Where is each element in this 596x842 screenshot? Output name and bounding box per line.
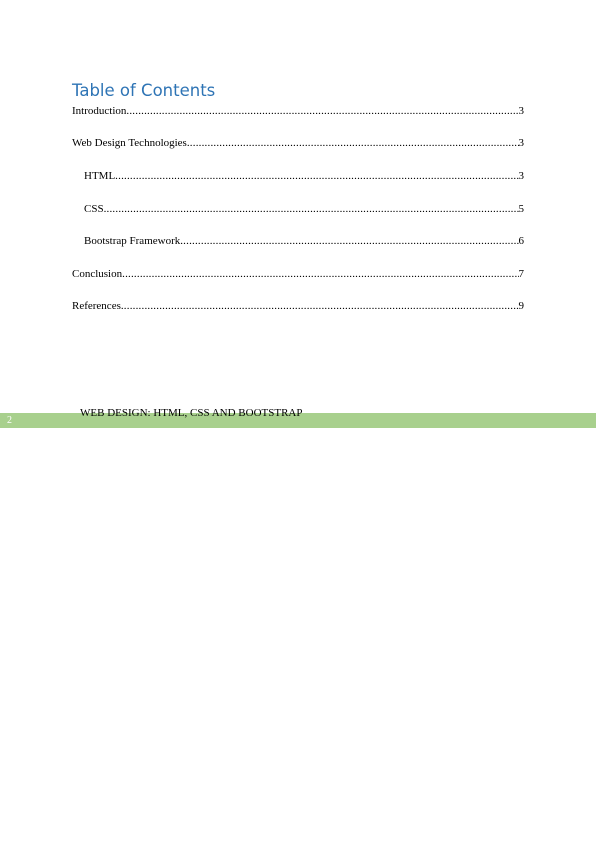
toc-entry-label: Conclusion — [72, 268, 123, 280]
toc-entry-bootstrap-framework[interactable] — [84, 235, 524, 248]
running-title: WEB DESIGN: HTML, CSS AND BOOTSTRAP — [80, 407, 303, 419]
toc-page-number: 3 — [518, 170, 524, 182]
toc-dot-leader — [187, 137, 519, 150]
toc-dot-leader — [115, 170, 518, 183]
toc-page-number: 6 — [518, 235, 524, 247]
toc-page-number: 7 — [518, 268, 524, 280]
toc-entry-introduction[interactable] — [72, 105, 524, 118]
toc-entry-label: CSS — [84, 203, 104, 215]
toc-entry-web-design-technologies[interactable] — [72, 137, 524, 150]
toc-dot-leader — [180, 235, 518, 248]
toc-entry-label: Introduction — [72, 105, 127, 117]
toc-page-number: 5 — [518, 203, 524, 215]
toc-dot-leader — [126, 105, 518, 118]
toc-entry-conclusion[interactable] — [72, 268, 524, 281]
toc-dot-leader — [122, 268, 518, 281]
toc-entry-label: References — [72, 300, 121, 312]
footer-page-number: 2 — [7, 415, 12, 426]
toc-entry-label: Bootstrap Framework — [84, 235, 181, 247]
toc-title: Table of Contents — [72, 81, 216, 100]
toc-entry-references[interactable] — [72, 300, 524, 313]
toc-dot-leader — [104, 203, 519, 216]
toc-page-number: 3 — [518, 137, 524, 149]
toc-page-number: 3 — [518, 105, 524, 117]
toc-entry-css[interactable] — [84, 203, 524, 216]
toc-entry-html[interactable] — [84, 170, 524, 183]
toc-entry-label: Web Design Technologies — [72, 137, 187, 149]
toc-entry-label: HTML — [84, 170, 116, 182]
toc-dot-leader — [121, 300, 519, 313]
toc-page-number: 9 — [518, 300, 524, 312]
